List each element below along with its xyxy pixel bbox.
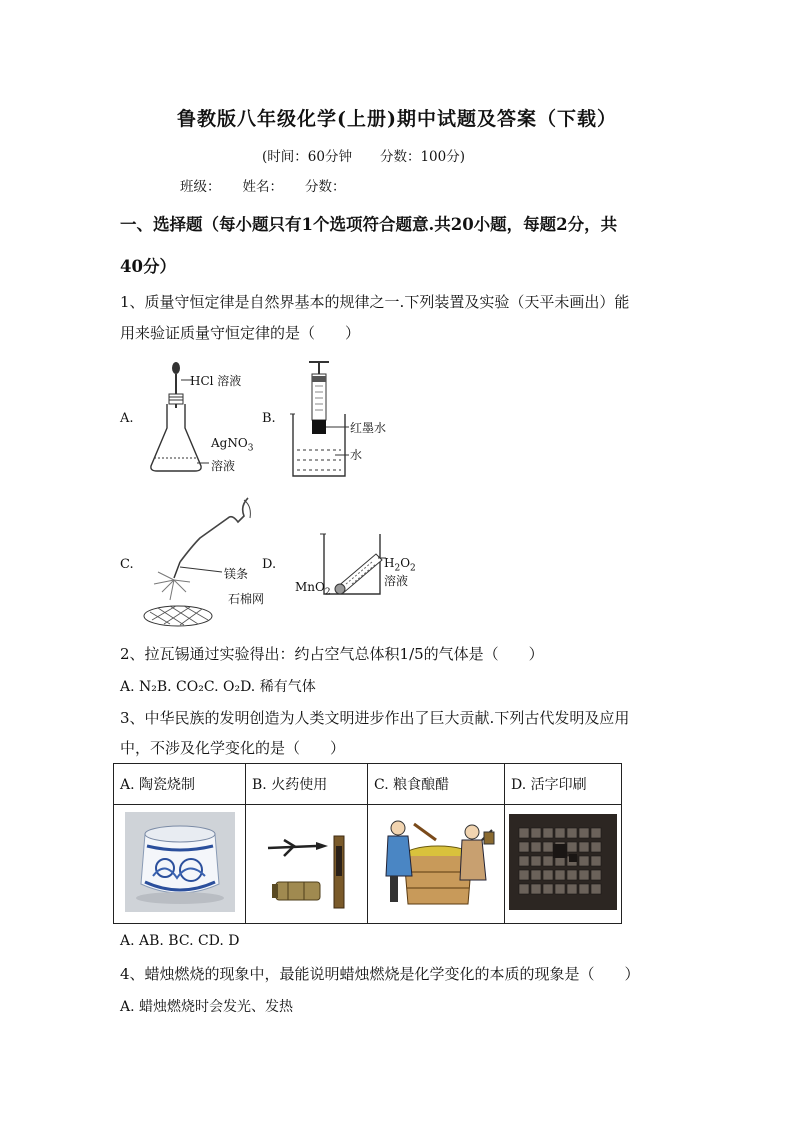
table-image-row [114, 805, 622, 924]
printing-cell [505, 805, 622, 924]
invention-table [113, 763, 622, 924]
movable-type-image [509, 814, 617, 910]
hcl-label: HCl 溶液 [190, 374, 242, 388]
h2o2-h: H [384, 556, 395, 570]
question-1-line2: 用来验证质量守恒定律的是（ ） [120, 324, 361, 342]
porcelain-jar-image [125, 812, 235, 912]
water-label: 水 [350, 448, 363, 462]
question-4-option-a: A. 蜡烛燃烧时会发光、发热 [120, 999, 294, 1015]
h2o2-label [384, 556, 416, 573]
section-heading-cont: 40分） [120, 257, 176, 276]
solution-label-a: 溶液 [211, 459, 236, 473]
table-header-b: B. 火药使用 [246, 764, 368, 805]
option-b-label: B. [262, 411, 276, 426]
porcelain-cell [114, 805, 246, 924]
magnesium-figure [140, 492, 260, 632]
score-label: 分数： [305, 179, 346, 195]
question-2: 2、拉瓦锡通过实验得出：约占空气总体积1/5的气体是（ ） [120, 645, 544, 663]
solution-label-d: 溶液 [384, 574, 409, 588]
mno2-formula: MnO [295, 580, 325, 594]
agno3-formula: AgNO [211, 436, 248, 450]
vinegar-cell [368, 805, 505, 924]
exam-subtitle [262, 145, 465, 165]
agno3-label [211, 436, 253, 453]
table-header-a: A. 陶瓷烧制 [114, 764, 246, 805]
question-3-line2: 中，不涉及化学变化的是（ ） [120, 739, 346, 757]
h2o2-o: O [400, 556, 411, 570]
class-label: 班级： [180, 179, 221, 195]
ink-label: 红墨水 [350, 421, 387, 435]
student-info [180, 175, 346, 195]
gunpowder-image [254, 812, 359, 912]
table-header-c: C. 粮食酿醋 [368, 764, 505, 805]
table-header-d: D. 活字印刷 [505, 764, 622, 805]
mg-label: 镁条 [224, 567, 249, 581]
mno2-subscript: 2 [324, 587, 331, 598]
gunpowder-cell [246, 805, 368, 924]
question-2-options: A. N₂B. CO₂C. O₂D. 稀有气体 [120, 679, 316, 695]
mno2-label [295, 580, 331, 597]
option-d-label: D. [262, 557, 277, 572]
table-header-row [114, 764, 622, 805]
agno3-subscript: 3 [247, 443, 254, 454]
h2o2-sub2: 2 [410, 563, 416, 574]
option-a-label: A. [120, 411, 134, 426]
time-info: (时间：60分钟 [262, 149, 352, 165]
score-info: 分数：100分) [379, 149, 465, 165]
question-3-line1: 3、中华民族的发明创造为人类文明进步作出了巨大贡献.下列古代发明及应用 [120, 709, 630, 727]
h2o2-sub1: 2 [394, 563, 401, 574]
section-heading: 一、选择题（每小题只有1个选项符合题意.共20小题，每题2分，共 [120, 215, 618, 234]
vinegar-brewing-image [376, 810, 496, 914]
question-4: 4、蜡烛燃烧的现象中，最能说明蜡烛燃烧是化学变化的本质的现象是（ ） [120, 965, 640, 983]
option-c-label: C. [120, 557, 134, 572]
question-1-line1: 1、质量守恒定律是自然界基本的规律之一.下列装置及实验（天平未画出）能 [120, 293, 630, 311]
syringe-figure [285, 358, 355, 483]
page-title: 鲁教版八年级化学(上册)期中试题及答案（下载） [177, 108, 617, 130]
name-label: 姓名： [242, 179, 283, 195]
question-3-options: A. AB. BC. CD. D [120, 933, 240, 949]
gauze-label: 石棉网 [228, 592, 265, 606]
